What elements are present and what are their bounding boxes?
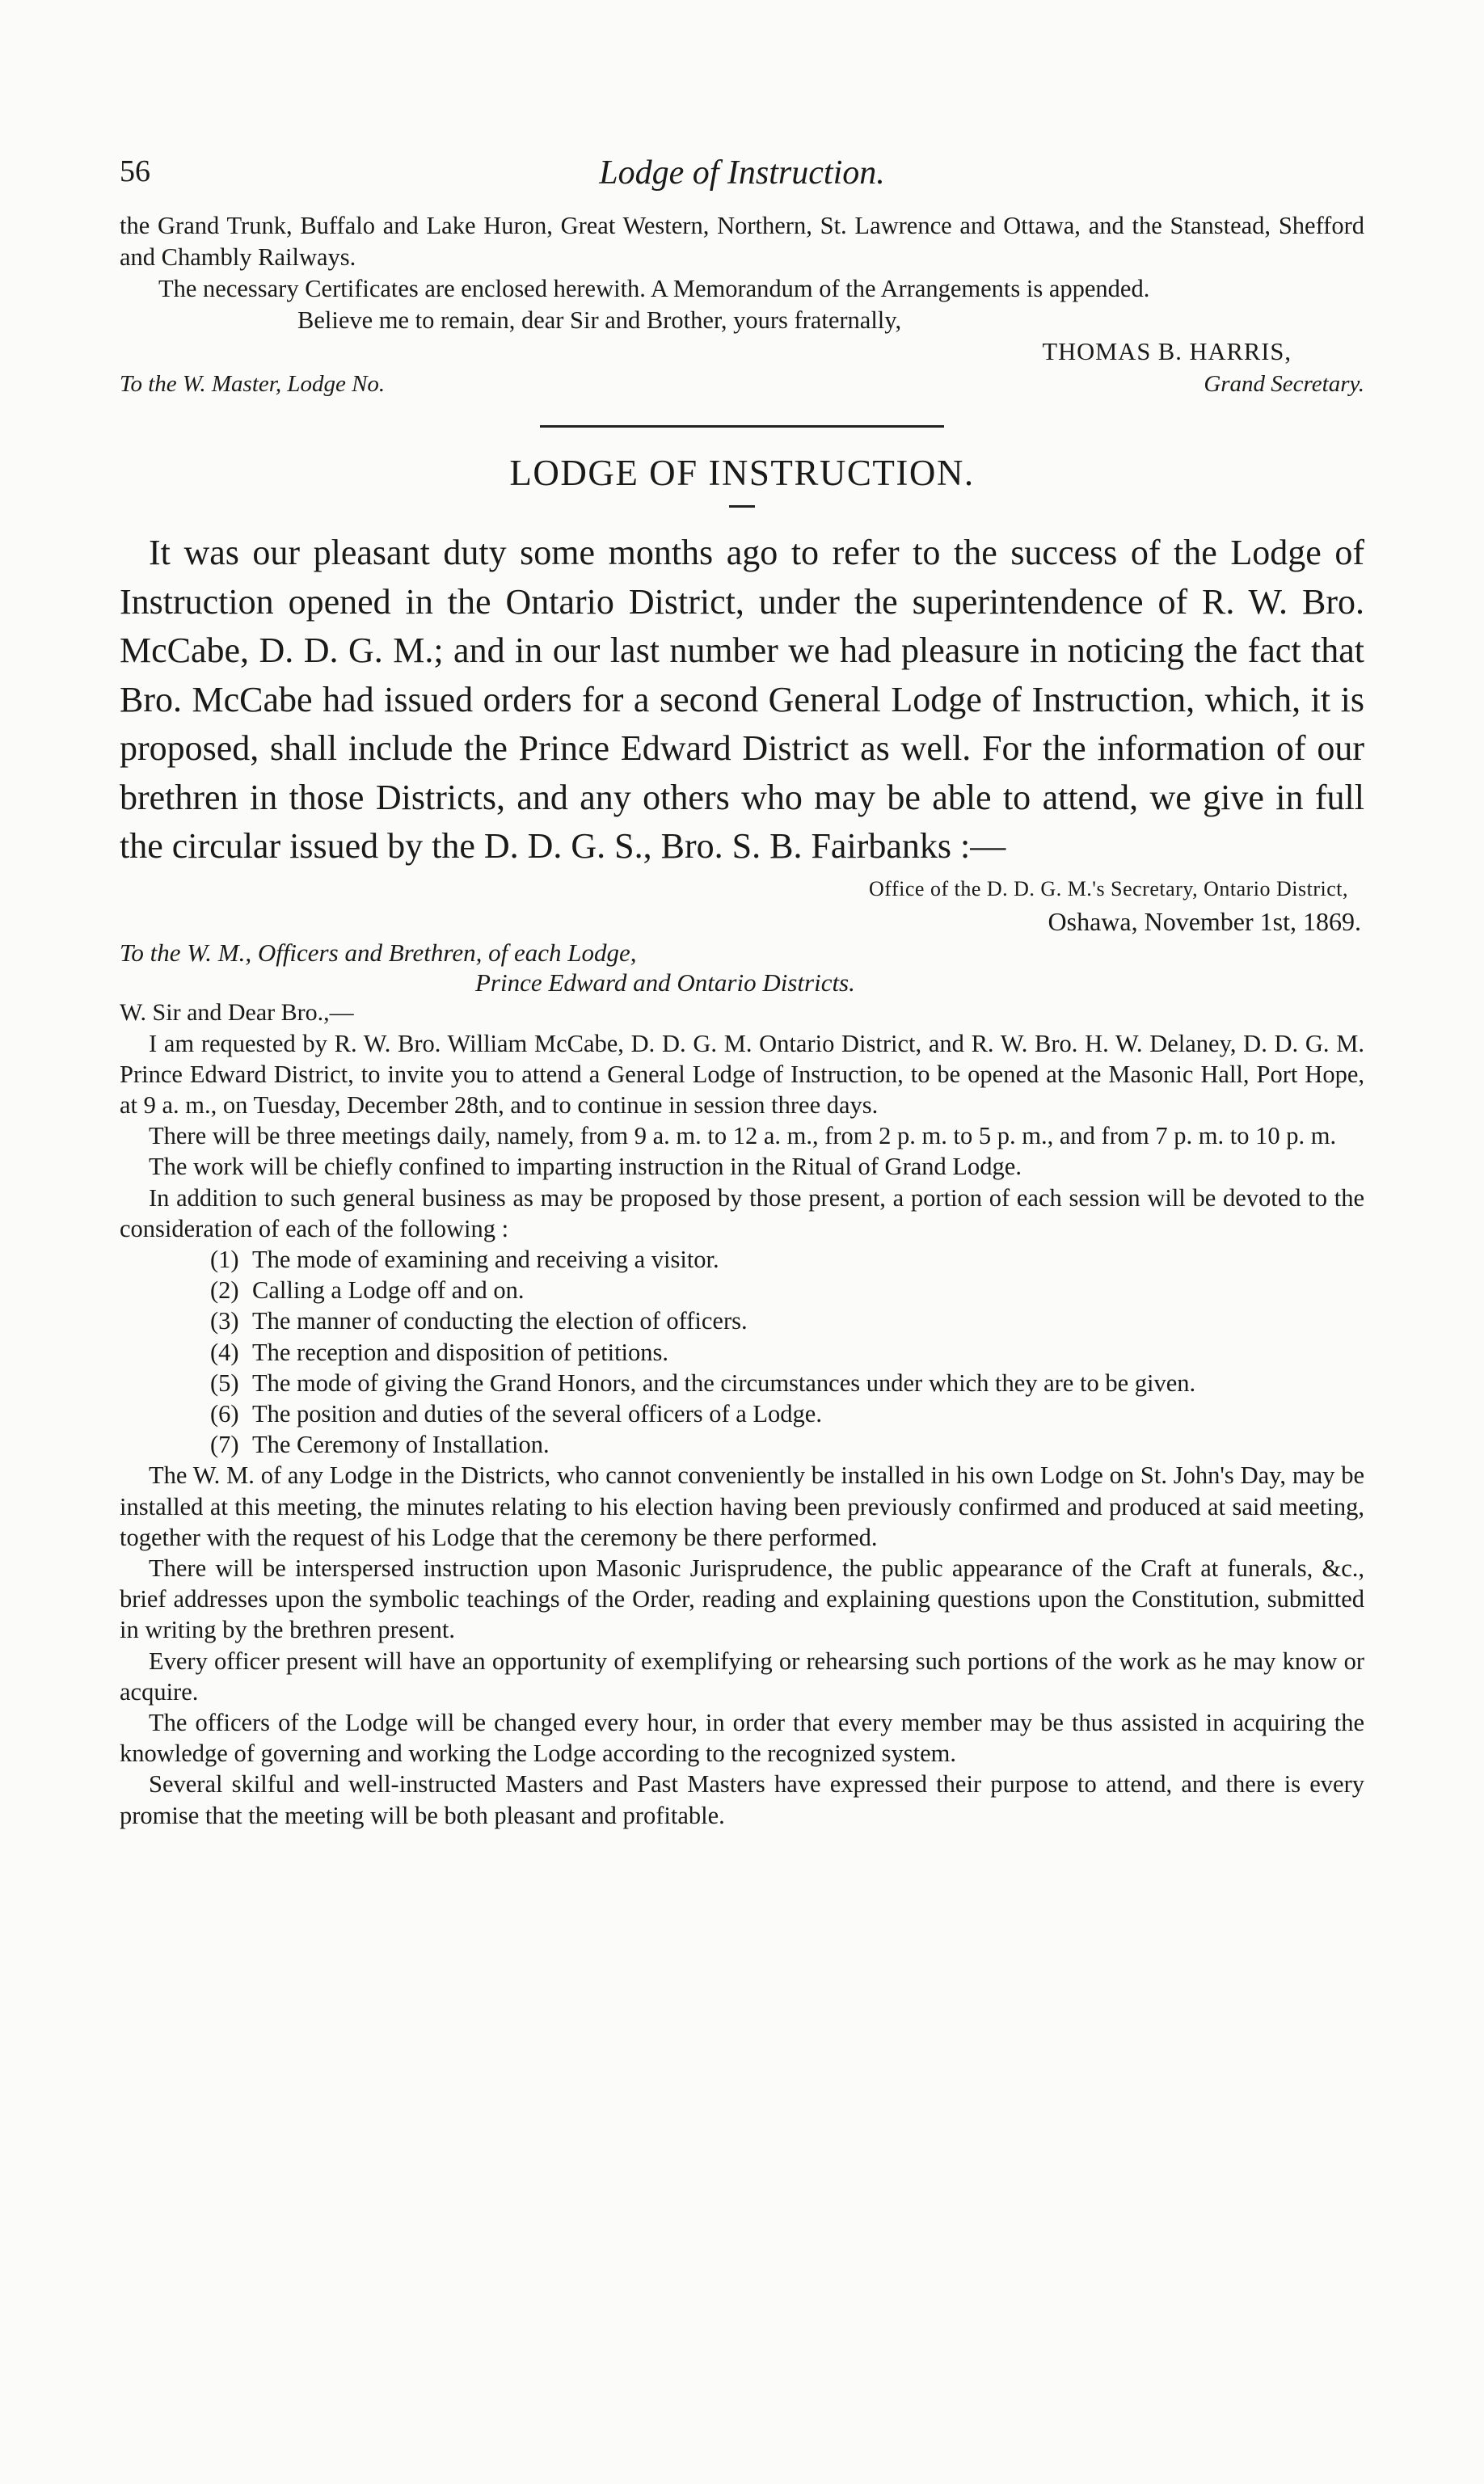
list-item-text: The mode of giving the Grand Honors, and the circumstances under which they are to be given. (252, 1369, 1196, 1397)
running-title: Lodge of Instruction. (599, 154, 885, 192)
circular-paragraph: In addition to such general business as may be proposed by those present, a portion of each session will be devoted to the consideration of each of the following : (120, 1183, 1364, 1242)
circular-paragraph: The officers of the Lodge will be changed every hour, in order that every member may be thus assisted in acquiring the knowledge of governing and working the Lodge according to the recognized system. (120, 1708, 1364, 1768)
list-item (210, 1368, 1364, 1398)
topics-list (120, 1244, 1364, 1460)
list-item (210, 1244, 1364, 1275)
letter-closing: Believe me to remain, dear Sir and Brother, yours fraternally, (297, 306, 902, 334)
circular-paragraph: I am requested by R. W. Bro. William McCabe, D. D. G. M. Ontario District, and R. W. Bro. H. W. Delaney, D. D. G. M. Prince Edward District, to invite you to attend a General Lodge of Instruction, to be opened at the Masonic Hall, Port Hope, at 9 a. m., on Tuesday, December 28th, and to continue in session three days. (120, 1029, 1364, 1119)
page-number: 56 (120, 154, 150, 188)
circular-date: Oshawa, November 1st, 1869. (1048, 906, 1361, 936)
letter-text-railways: the Grand Trunk, Buffalo and Lake Huron, Great Western, Northern, St. Lawrence and Ottawa, and the Stanstead, Shefford and Chambly Railways. (120, 212, 1364, 271)
list-item (210, 1275, 1364, 1305)
list-item (210, 1305, 1364, 1336)
intro-paragraph-block (120, 529, 1364, 871)
list-item-number: (3) (210, 1307, 239, 1335)
list-item-text: The position and duties of the several officers of a Lodge. (252, 1399, 822, 1428)
list-item-text: The manner of conducting the election of officers. (252, 1307, 748, 1335)
list-item (210, 1429, 1364, 1460)
list-item (210, 1337, 1364, 1368)
address-recipient: To the W. Master, Lodge No. (120, 371, 386, 397)
list-item-number: (4) (210, 1338, 239, 1366)
list-item-number: (2) (210, 1276, 239, 1305)
intro-paragraph: It was our pleasant duty some months ago to refer to the success of the Lodge of Instruction opened in the Ontario District, under the superintendence of R. W. Bro. McCabe, D. D. G. M.; and in our last number we had pleasure in noticing the fact that Bro. McCabe had issued orders for a second General Lodge of Instruction, which, it is proposed, shall include the Prince Edward District as well. For the information of our brethren in those Districts, and any others who may be able to attend, we give in full the circular issued by the D. D. G. S., Bro. S. B. Fairbanks :— (120, 533, 1364, 866)
letter-text-certificates: The necessary Certificates are enclosed herewith. A Memorandum of the Arrangements is appended. (158, 275, 1150, 302)
running-head (120, 154, 1364, 210)
signature-name: THOMAS B. HARRIS, (1042, 338, 1292, 365)
circular-paragraph: There will be three meetings daily, namely, from 9 a. m. to 12 a. m., from 2 p. m. to 5 p. m., and from 7 p. m. to 10 p. m. (149, 1122, 1337, 1150)
list-item-text: Calling a Lodge off and on. (252, 1276, 525, 1305)
circular-paragraph: There will be interspersed instruction upon Masonic Jurisprudence, the public appearance of the Craft at funerals, &c., brief addresses upon the symbolic teachings of the Order, reading and explaining questions upon the Constitution, submitted in writing by the brethren present. (120, 1554, 1364, 1644)
circular-paragraph: Every officer present will have an opportunity of exemplifying or rehearsing such portions of the work as he may know or acquire. (120, 1647, 1364, 1706)
list-item-number: (7) (210, 1431, 239, 1459)
list-item-text: The Ceremony of Installation. (252, 1431, 550, 1459)
section-heading: LODGE OF INSTRUCTION. (509, 453, 975, 493)
circular-addressee-districts: Prince Edward and Ontario Districts. (475, 968, 855, 997)
list-item-text: The reception and disposition of petitions. (252, 1338, 669, 1366)
list-item-number: (1) (210, 1245, 239, 1273)
circular-paragraph: The W. M. of any Lodge in the Districts, who cannot conveniently be installed in his own Lodge on St. John's Day, may be installed at this meeting, the minutes relating to his election having been previously confirmed and produced at said meeting, together with the request of his Lodge that the ceremony be there performed. (120, 1461, 1364, 1551)
address-row (120, 371, 1364, 398)
letter-continuation (120, 210, 1364, 398)
circular-addressee: To the W. M., Officers and Brethren, of each Lodge, (120, 938, 637, 967)
signature-title: Grand Secretary. (1204, 371, 1364, 397)
book-page (120, 154, 1364, 1831)
circular-paragraph: Several skilful and well-instructed Masters and Past Masters have expressed their purpose to attend, and there is every promise that the meeting will be both pleasant and profitable. (120, 1770, 1364, 1829)
circular-office: Office of the D. D. G. M.'s Secretary, Ontario District, (869, 876, 1348, 900)
list-item-number: (6) (210, 1399, 239, 1428)
list-item-text: The mode of examining and receiving a visitor. (252, 1245, 719, 1273)
circular-paragraph: The work will be chiefly confined to imparting instruction in the Ritual of Grand Lodge. (149, 1153, 1022, 1181)
list-item (210, 1398, 1364, 1429)
circular (120, 873, 1364, 1831)
section-divider (540, 425, 944, 428)
list-item-number: (5) (210, 1369, 239, 1397)
circular-salutation: W. Sir and Dear Bro.,— (120, 998, 354, 1026)
heading-dash (729, 505, 755, 508)
